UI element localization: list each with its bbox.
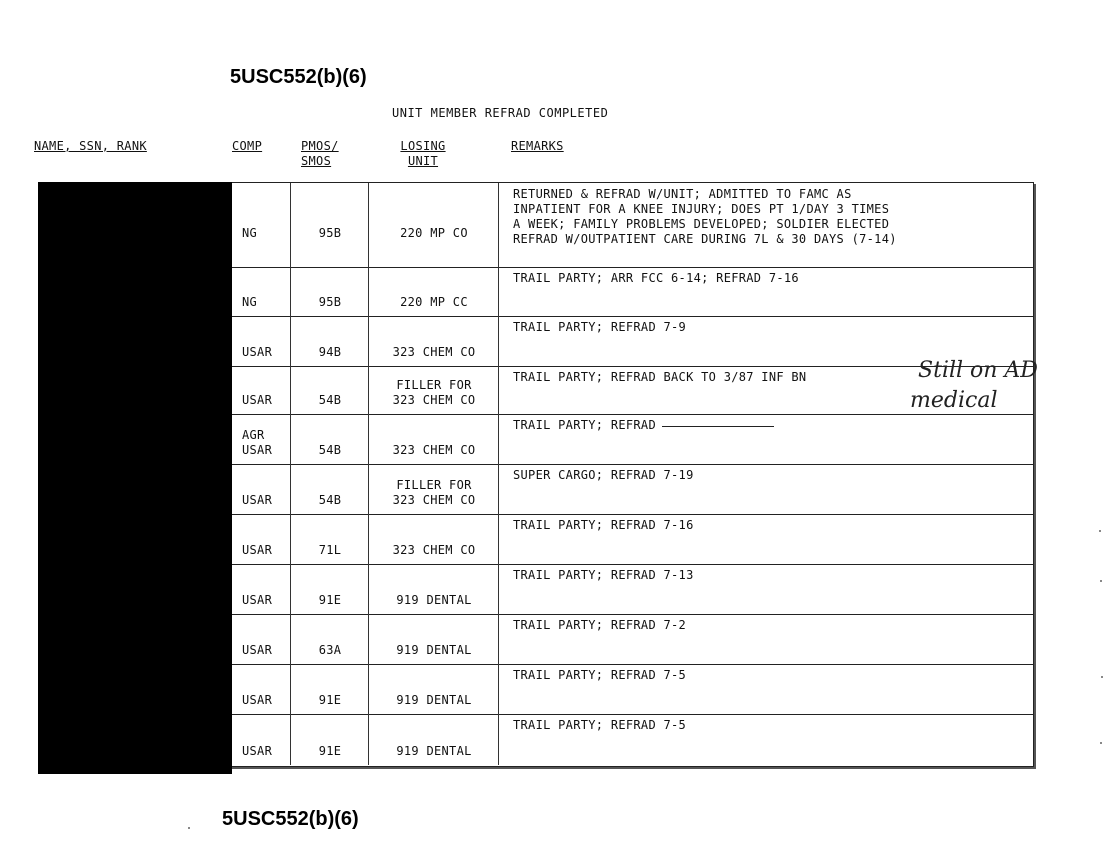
header-comp: COMP xyxy=(232,139,263,153)
pmos-cell: 91E xyxy=(318,744,342,758)
remarks-cell: TRAIL PARTY; REFRAD 7-9 xyxy=(513,320,687,334)
pmos-cell: 95B xyxy=(318,295,342,309)
comp-cell: USAR xyxy=(242,643,273,657)
pmos-cell: 95B xyxy=(318,226,342,240)
remarks-cell: RETURNED & REFRAD W/UNIT; ADMITTED TO FAMC AS INPATIENT FOR A KNEE INJURY; DOES PT 1/DAY 3 TIMES A WEEK; FAMILY PROBLEMS DEVELOPED; SOLDIER ELECTED REFRAD W/OUTPATIENT CARE DURING 7L & 30 DAYS (7-14) xyxy=(513,187,897,246)
exemption-label-bottom: 5USC552(b)(6) xyxy=(222,808,359,830)
table-row xyxy=(232,414,1033,465)
scan-speck xyxy=(188,827,190,829)
comp-cell: NG xyxy=(242,226,258,240)
losing-unit-cell: 919 DENTAL xyxy=(396,744,472,758)
exemption-label-top: 5USC552(b)(6) xyxy=(230,66,367,88)
comp-cell: USAR xyxy=(242,543,273,557)
comp-cell: NG xyxy=(242,295,258,309)
table-row xyxy=(232,664,1033,715)
handwritten-note: Still on AD xyxy=(918,358,1038,383)
scan-speck xyxy=(1100,742,1102,744)
redaction-block xyxy=(38,182,232,774)
pmos-cell: 63A xyxy=(318,643,342,657)
comp-cell: USAR xyxy=(242,693,273,707)
header-pmos: PMOS/ SMOS xyxy=(301,139,339,168)
losing-unit-cell: 220 MP CC xyxy=(400,295,468,309)
comp-cell: USAR xyxy=(242,744,273,758)
remarks-cell: TRAIL PARTY; REFRAD 7-16 xyxy=(513,518,694,532)
losing-unit-cell: FILLER FOR 323 CHEM CO xyxy=(392,478,476,507)
remarks-cell: TRAIL PARTY; REFRAD 7-5 xyxy=(513,718,687,732)
losing-unit-cell: 323 CHEM CO xyxy=(392,443,476,457)
comp-cell: USAR xyxy=(242,593,273,607)
table-row xyxy=(232,267,1033,317)
pmos-cell: 91E xyxy=(318,593,342,607)
losing-unit-cell: 919 DENTAL xyxy=(396,593,472,607)
table-row xyxy=(232,564,1033,615)
pmos-cell: 54B xyxy=(318,393,342,407)
losing-unit-cell: 919 DENTAL xyxy=(396,693,472,707)
remarks-cell: TRAIL PARTY; REFRAD 7-13 xyxy=(513,568,694,582)
header-losing-unit: LOSING UNIT xyxy=(400,139,446,168)
losing-unit-cell: 323 CHEM CO xyxy=(392,543,476,557)
header-remarks: REMARKS xyxy=(511,139,564,153)
pmos-cell: 71L xyxy=(318,543,342,557)
losing-unit-cell: FILLER FOR 323 CHEM CO xyxy=(392,378,476,407)
remarks-cell: TRAIL PARTY; REFRAD xyxy=(513,418,656,432)
remarks-cell: TRAIL PARTY; REFRAD BACK TO 3/87 INF BN xyxy=(513,370,807,384)
losing-unit-cell: 220 MP CO xyxy=(400,226,468,240)
remarks-cell: TRAIL PARTY; ARR FCC 6-14; REFRAD 7-16 xyxy=(513,271,799,285)
table-row xyxy=(232,183,1033,268)
remarks-cell: TRAIL PARTY; REFRAD 7-5 xyxy=(513,668,687,682)
pmos-cell: 54B xyxy=(318,493,342,507)
comp-cell: USAR xyxy=(242,393,273,407)
scan-speck xyxy=(1100,580,1102,582)
table-row xyxy=(232,464,1033,515)
comp-cell: AGR USAR xyxy=(242,428,273,457)
pmos-cell: 54B xyxy=(318,443,342,457)
table-row xyxy=(232,714,1033,765)
header-name: NAME, SSN, RANK xyxy=(34,139,147,153)
handwritten-note: medical xyxy=(910,388,998,413)
scan-speck xyxy=(1101,676,1103,678)
losing-unit-cell: 323 CHEM CO xyxy=(392,345,476,359)
losing-unit-cell: 919 DENTAL xyxy=(396,643,472,657)
comp-cell: USAR xyxy=(242,493,273,507)
remarks-cell: TRAIL PARTY; REFRAD 7-2 xyxy=(513,618,687,632)
table-row xyxy=(232,514,1033,565)
remarks-cell: SUPER CARGO; REFRAD 7-19 xyxy=(513,468,694,482)
pmos-cell: 91E xyxy=(318,693,342,707)
table-row xyxy=(232,614,1033,665)
scan-speck xyxy=(1099,530,1101,532)
comp-cell: USAR xyxy=(242,345,273,359)
blank-fill-line xyxy=(662,425,774,427)
table-row xyxy=(232,316,1033,367)
pmos-cell: 94B xyxy=(318,345,342,359)
document-title: UNIT MEMBER REFRAD COMPLETED xyxy=(392,106,609,120)
